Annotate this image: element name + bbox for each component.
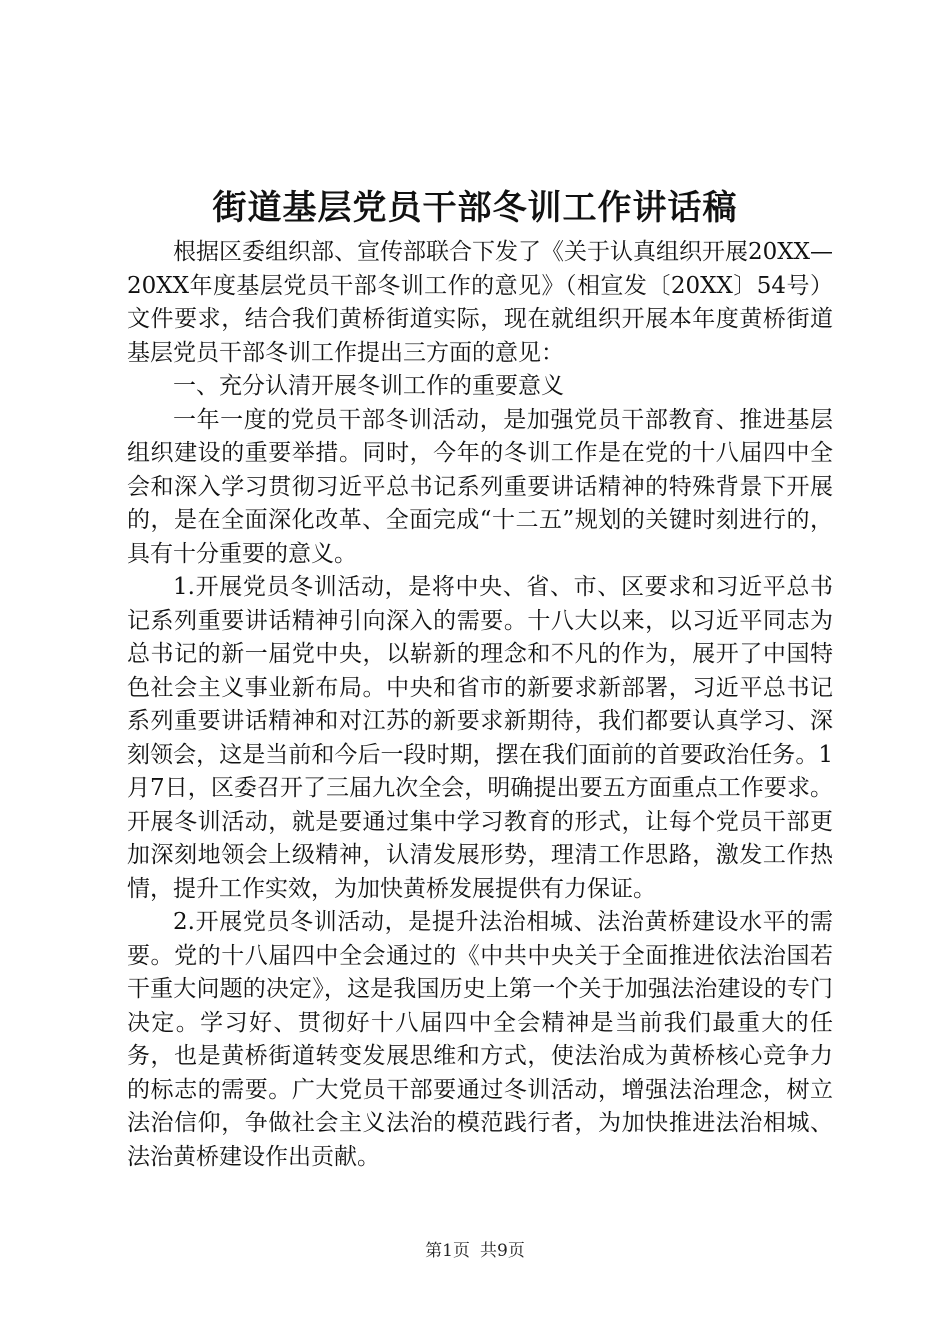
section-heading-1: 一、充分认清开展冬训工作的重要意义 (173, 373, 564, 399)
page-total: 共9页 (480, 1241, 525, 1261)
document-body (127, 236, 833, 1174)
page-footer (0, 1239, 950, 1263)
page-number: 第1页 (425, 1241, 470, 1261)
paragraph-point-2: 2.开展党员冬训活动，是提升法治相城、法治黄桥建设水平的需要。党的十八届四中全会通过的《中共中央关于全面推进依法治国若干重大问题的决定》，这是我国历史上第一个关于加强法治建设的专门决定。学习好、贯彻好十八届四中全会精神是当前我们最重大的任务，也是黄桥街道转变发展思维和方式，使法治成为黄桥核心竞争力的标志的需要。广大党员干部要通过冬训活动，增强法治理念，树立法治信仰，争做社会主义法治的模范践行者，为加快推进法治相城、法治黄桥建设作出贡献。 (127, 909, 833, 1170)
paragraph-point-1: 1.开展党员冬训活动，是将中央、省、市、区要求和习近平总书记系列重要讲话精神引向深入的需要。十八大以来，以习近平同志为总书记的新一届党中央，以崭新的理念和不凡的作为，展开了中国特色社会主义事业新布局。中央和省市的新要求新部署，习近平总书记系列重要讲话精神和对江苏的新要求新期待，我们都要认真学习、深刻领会，这是当前和今后一段时期，摆在我们面前的首要政治任务。1月7日，区委召开了三届九次全会，明确提出要五方面重点工作要求。开展冬训活动，就是要通过集中学习教育的形式，让每个党员干部更加深刻地领会上级精神，认清发展形势，理清工作思路，激发工作热情，提升工作实效，为加快黄桥发展提供有力保证。 (127, 574, 833, 902)
paragraph-intro: 根据区委组织部、宣传部联合下发了《关于认真组织开展20XX—20XX年度基层党员干部冬训工作的意见》（相宣发〔20XX〕54号）文件要求，结合我们黄桥街道实际，现在就组织开展本年度黄桥街道基层党员干部冬训工作提出三方面的意见： (127, 239, 834, 366)
document-title: 街道基层党员干部冬训工作讲话稿 (212, 188, 738, 228)
paragraph-significance: 一年一度的党员干部冬训活动，是加强党员干部教育、推进基层组织建设的重要举措。同时，今年的冬训工作是在党的十八届四中全会和深入学习贯彻习近平总书记系列重要讲话精神的特殊背景下开展的，是在全面深化改革、全面完成“十二五”规划的关键时刻进行的，具有十分重要的意义。 (127, 406, 833, 567)
